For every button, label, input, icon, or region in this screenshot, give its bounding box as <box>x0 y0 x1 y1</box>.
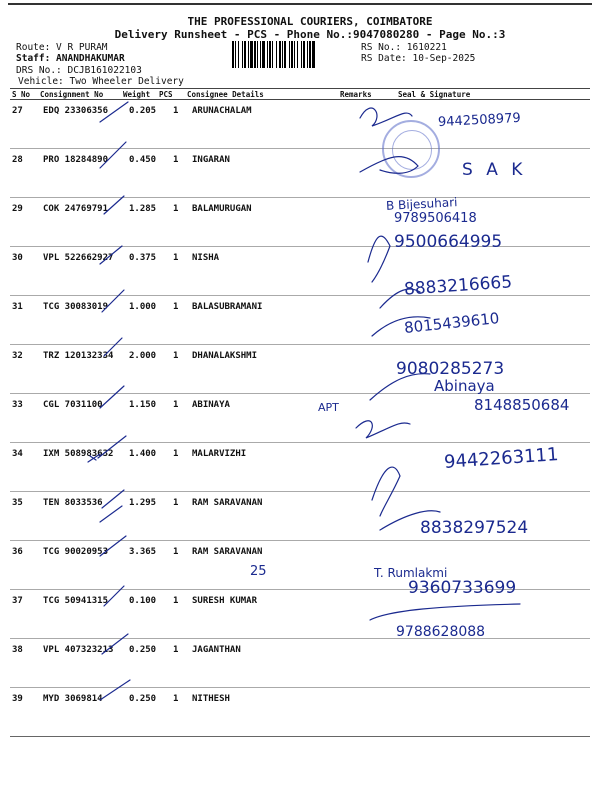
tick-mark-28 <box>100 142 126 168</box>
row-pcs: 1 <box>173 694 179 704</box>
row-pcs: 1 <box>173 106 179 116</box>
drs-number: DRS No.: DCJB161022103 <box>16 65 142 76</box>
rs-date: RS Date: 10-Sep-2025 <box>361 53 476 64</box>
row-consignee: BALASUBRAMANI <box>192 302 263 312</box>
row-consignee: ARUNACHALAM <box>192 106 252 116</box>
row-sno: 39 <box>12 694 23 704</box>
tick-mark-38 <box>102 634 128 654</box>
row-pcs: 1 <box>173 645 179 655</box>
handwritten-phone-38: 9360733699 <box>408 578 517 598</box>
row-weight: 1.285 <box>129 204 157 214</box>
tick-mark-27 <box>100 102 128 122</box>
handwritten-name-33: Abinaya <box>434 377 495 395</box>
tick-mark-33 <box>100 386 124 408</box>
row-consignment: IXM 508983632 <box>43 449 114 459</box>
row-pcs: 1 <box>173 400 179 410</box>
row-sno: 31 <box>12 302 23 312</box>
vehicle-label: Vehicle: Two Wheeler Delivery <box>18 76 184 87</box>
tick-mark-35b <box>100 506 122 522</box>
row-pcs: 1 <box>173 155 179 165</box>
row-consignee: ABINAYA <box>192 400 230 410</box>
row-pcs: 1 <box>173 498 179 508</box>
row-consignment: COK 24769791 <box>43 204 109 214</box>
handwritten-phone-31: 8883216665 <box>403 272 513 300</box>
row-sno: 27 <box>12 106 23 116</box>
row-weight: 0.205 <box>129 106 157 116</box>
row-sno: 38 <box>12 645 23 655</box>
signature-30 <box>368 236 390 282</box>
row-consignment: CGL 7031100 <box>43 400 103 410</box>
row-consignee: DHANALAKSHMI <box>192 351 258 361</box>
row-consignment: EDQ 23306356 <box>43 106 109 116</box>
row-sno: 37 <box>12 596 23 606</box>
row-sno: 29 <box>12 204 23 214</box>
handwritten-phone-27: 9442508979 <box>437 110 522 131</box>
route-label: Route: V R PURAM <box>16 42 108 53</box>
row-sno: 30 <box>12 253 23 263</box>
row-pcs: 1 <box>173 351 179 361</box>
row-weight: 0.250 <box>129 694 157 704</box>
tick-mark-35 <box>102 490 124 508</box>
row-consignment: TCG 30083019 <box>43 302 109 312</box>
signature-28 <box>360 157 418 174</box>
handwritten-phone-35: 9442263111 <box>443 444 560 473</box>
row-weight: 0.100 <box>129 596 157 606</box>
row-weight: 3.365 <box>129 547 157 557</box>
col-consignee: Consignee Details <box>187 90 264 99</box>
col-seal-signature: Seal & Signature <box>398 90 471 99</box>
handwritten-initials-28: S A K <box>462 160 527 180</box>
row-consignee: RAM SARAVANAN <box>192 498 263 508</box>
handwritten-name-38: T. Rumlakmi <box>374 566 448 580</box>
tick-mark-39 <box>100 680 130 700</box>
handwritten-note-38: 25 <box>250 564 267 579</box>
row-sno: 32 <box>12 351 23 361</box>
row-sno: 33 <box>12 400 23 410</box>
handwritten-phone-37: 8838297524 <box>420 518 529 538</box>
signature-35 <box>372 467 400 516</box>
row-weight: 1.295 <box>129 498 157 508</box>
handwritten-phone-39: 9788628088 <box>396 624 486 640</box>
col-remarks: Remarks <box>340 90 372 99</box>
row-consignment: TCG 50941315 <box>43 596 109 606</box>
row-weight: 0.450 <box>129 155 157 165</box>
col-pcs: PCS <box>159 90 173 99</box>
row-consignee: MALARVIZHI <box>192 449 247 459</box>
signature-27 <box>360 108 412 126</box>
staff-label: Staff: ANANDHAKUMAR <box>16 53 125 64</box>
row-consignment: TRZ 120132334 <box>43 351 114 361</box>
signature-34 <box>356 421 410 438</box>
row-pcs: 1 <box>173 547 179 557</box>
row-consignee: INGARAN <box>192 155 230 165</box>
row-sno: 28 <box>12 155 23 165</box>
row-consignee: NITHESH <box>192 694 230 704</box>
row-pcs: 1 <box>173 449 179 459</box>
row-pcs: 1 <box>173 253 179 263</box>
row-weight: 0.250 <box>129 645 157 655</box>
tick-mark-34 <box>98 436 126 458</box>
tick-mark-32 <box>104 338 122 356</box>
row-consignee: NISHA <box>192 253 220 263</box>
row-pcs: 1 <box>173 302 179 312</box>
tick-mark-36 <box>100 536 126 556</box>
row-pcs: 1 <box>173 204 179 214</box>
tick-mark-31 <box>102 290 124 312</box>
row-consignment: PRO 18284890 <box>43 155 109 165</box>
row-consignee: RAM SARAVANAN <box>192 547 263 557</box>
row-weight: 2.000 <box>129 351 157 361</box>
runsheet-subtitle: Delivery Runsheet - PCS - Phone No.:9047080280 - Page No.:3 <box>114 28 506 41</box>
handwritten-phone-33: 9080285273 <box>396 359 505 379</box>
rs-number: RS No.: 1610221 <box>361 42 447 53</box>
tick-mark-37 <box>104 586 124 606</box>
row-consignment: TCG 90020953 <box>43 547 109 557</box>
company-title: THE PROFESSIONAL COURIERS, COIMBATORE <box>187 15 433 28</box>
handwritten-name-29: B Bijesuhari <box>385 195 458 213</box>
row-consignee: JAGANTHAN <box>192 645 241 655</box>
handwritten-phone-30: 9500664995 <box>394 232 503 252</box>
col-weight: Weight <box>123 90 151 99</box>
handwritten-phone-29: 9789506418 <box>394 211 477 226</box>
col-sno: S No <box>12 90 31 99</box>
row-consignment: MYD 3069814 <box>43 694 103 704</box>
handwritten-phone-34: 8148850684 <box>474 396 570 414</box>
handwritten-note-34: APT <box>318 401 339 414</box>
row-consignee: SURESH KUMAR <box>192 596 258 606</box>
row-weight: 1.000 <box>129 302 157 312</box>
row-weight: 1.400 <box>129 449 157 459</box>
row-sno: 34 <box>12 449 23 459</box>
handwritten-phone-32: 8015439610 <box>403 309 501 337</box>
tick-mark-30 <box>100 246 122 264</box>
tick-mark-29 <box>104 196 124 214</box>
row-consignee: BALAMURUGAN <box>192 204 252 214</box>
row-consignment: VPL 522662927 <box>43 253 114 263</box>
row-pcs: 1 <box>173 596 179 606</box>
col-consignment: Consignment No <box>40 90 104 99</box>
row-consignment: VPL 407323213 <box>43 645 114 655</box>
row-consignment: TEN 8033536 <box>43 498 103 508</box>
row-weight: 0.375 <box>129 253 157 263</box>
signature-39 <box>370 604 520 620</box>
row-weight: 1.150 <box>129 400 157 410</box>
row-sno: 35 <box>12 498 23 508</box>
row-sno: 36 <box>12 547 23 557</box>
